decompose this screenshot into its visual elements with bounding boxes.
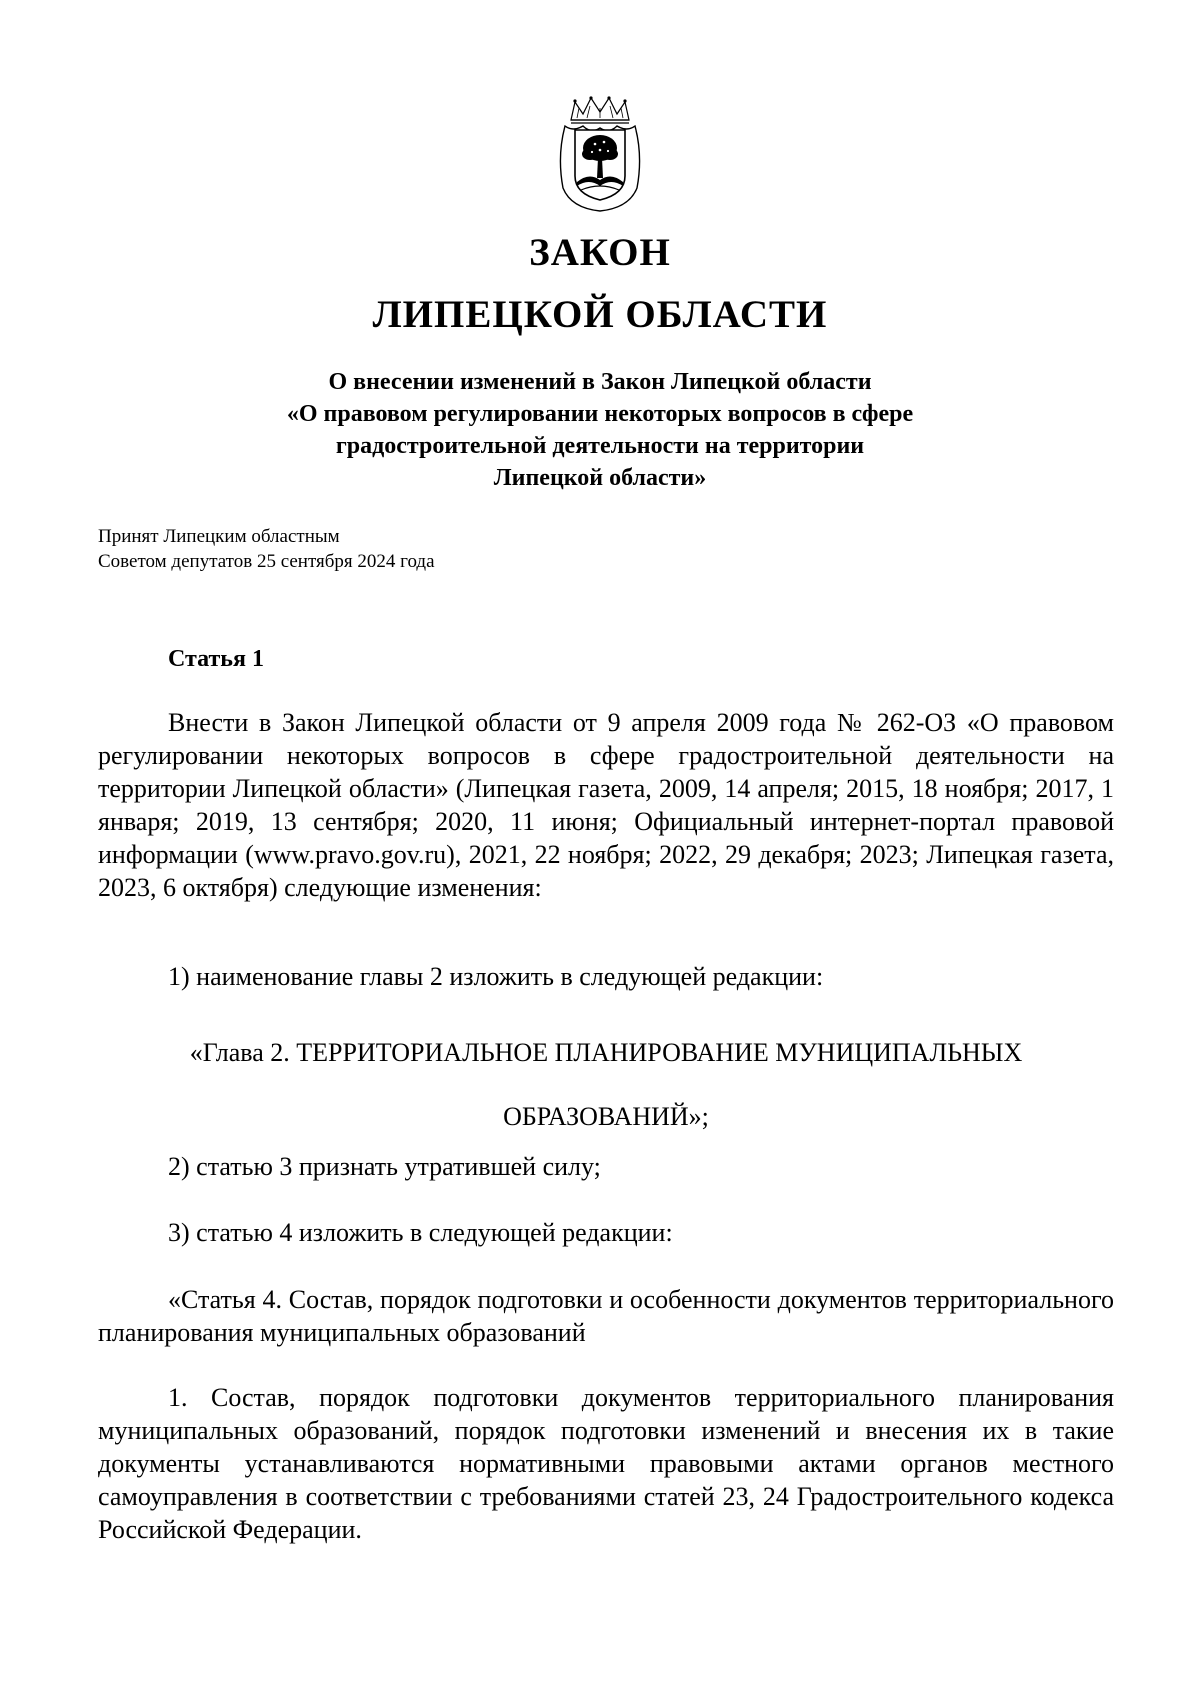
- chapter-title-quote: [98, 1021, 1114, 1149]
- adoption-line: Принят Липецким областным: [98, 526, 340, 547]
- coat-of-arms-icon: [557, 96, 643, 212]
- document-title-line1: ЗАКОН: [529, 231, 671, 274]
- chapter-title-line: «Глава 2. ТЕРРИТОРИАЛЬНОЕ ПЛАНИРОВАНИЕ МУНИЦИПАЛЬНЫХ: [189, 1038, 1023, 1067]
- subtitle-line: Липецкой области»: [493, 465, 707, 491]
- subtitle-line: «О правовом регулировании некоторых вопросов в сфере: [286, 401, 914, 427]
- article4-point-1: 1. Состав, порядок подготовки документов территориального планирования муниципальных образований, порядок подготовки изменений и внесения их в такие документы устанавливаются нормативными правовыми актами органов местного самоуправления в соответствии с требованиями статей 23, 24 Градостроительного кодекса Российской Федерации.: [98, 1383, 1114, 1544]
- subtitle-line: О внесении изменений в Закон Липецкой области: [328, 369, 872, 395]
- article-heading: Статья 1: [168, 646, 264, 672]
- chapter-title-line: ОБРАЗОВАНИЙ»;: [503, 1102, 709, 1131]
- adoption-line: Советом депутатов 25 сентября 2024 года: [98, 551, 435, 572]
- article4-heading-quote: «Статья 4. Состав, порядок подготовки и особенности документов территориального планирования муниципальных образований: [98, 1285, 1114, 1347]
- article-intro-paragraph: Внести в Закон Липецкой области от 9 апреля 2009 года № 262-ОЗ «О правовом регулировании некоторых вопросов в сфере градостроительной деятельности на территории Липецкой области» (Липецкая газета, 2009, 14 апреля; 2015, 18 ноября; 2017, 1 января; 2019, 13 сентября; 2020, 11 июня; Официальный интернет-портал правовой информации (www.pravo.gov.ru), 2021, 22 ноября; 2022, 29 декабря; 2023; Липецкая газета, 2023, 6 октября) следующие изменения:: [98, 708, 1114, 902]
- amendment-item-2: 2) статью 3 признать утратившей силу;: [168, 1152, 601, 1181]
- amendment-item-1: 1) наименование главы 2 изложить в следующей редакции:: [168, 962, 824, 991]
- law-subtitle: [210, 366, 990, 494]
- amendment-item-3: 3) статью 4 изложить в следующей редакции:: [168, 1218, 673, 1247]
- adoption-note: [98, 524, 435, 574]
- document-title-line2: ЛИПЕЦКОЙ ОБЛАСТИ: [372, 293, 828, 336]
- subtitle-line: градостроительной деятельности на территории: [335, 433, 865, 459]
